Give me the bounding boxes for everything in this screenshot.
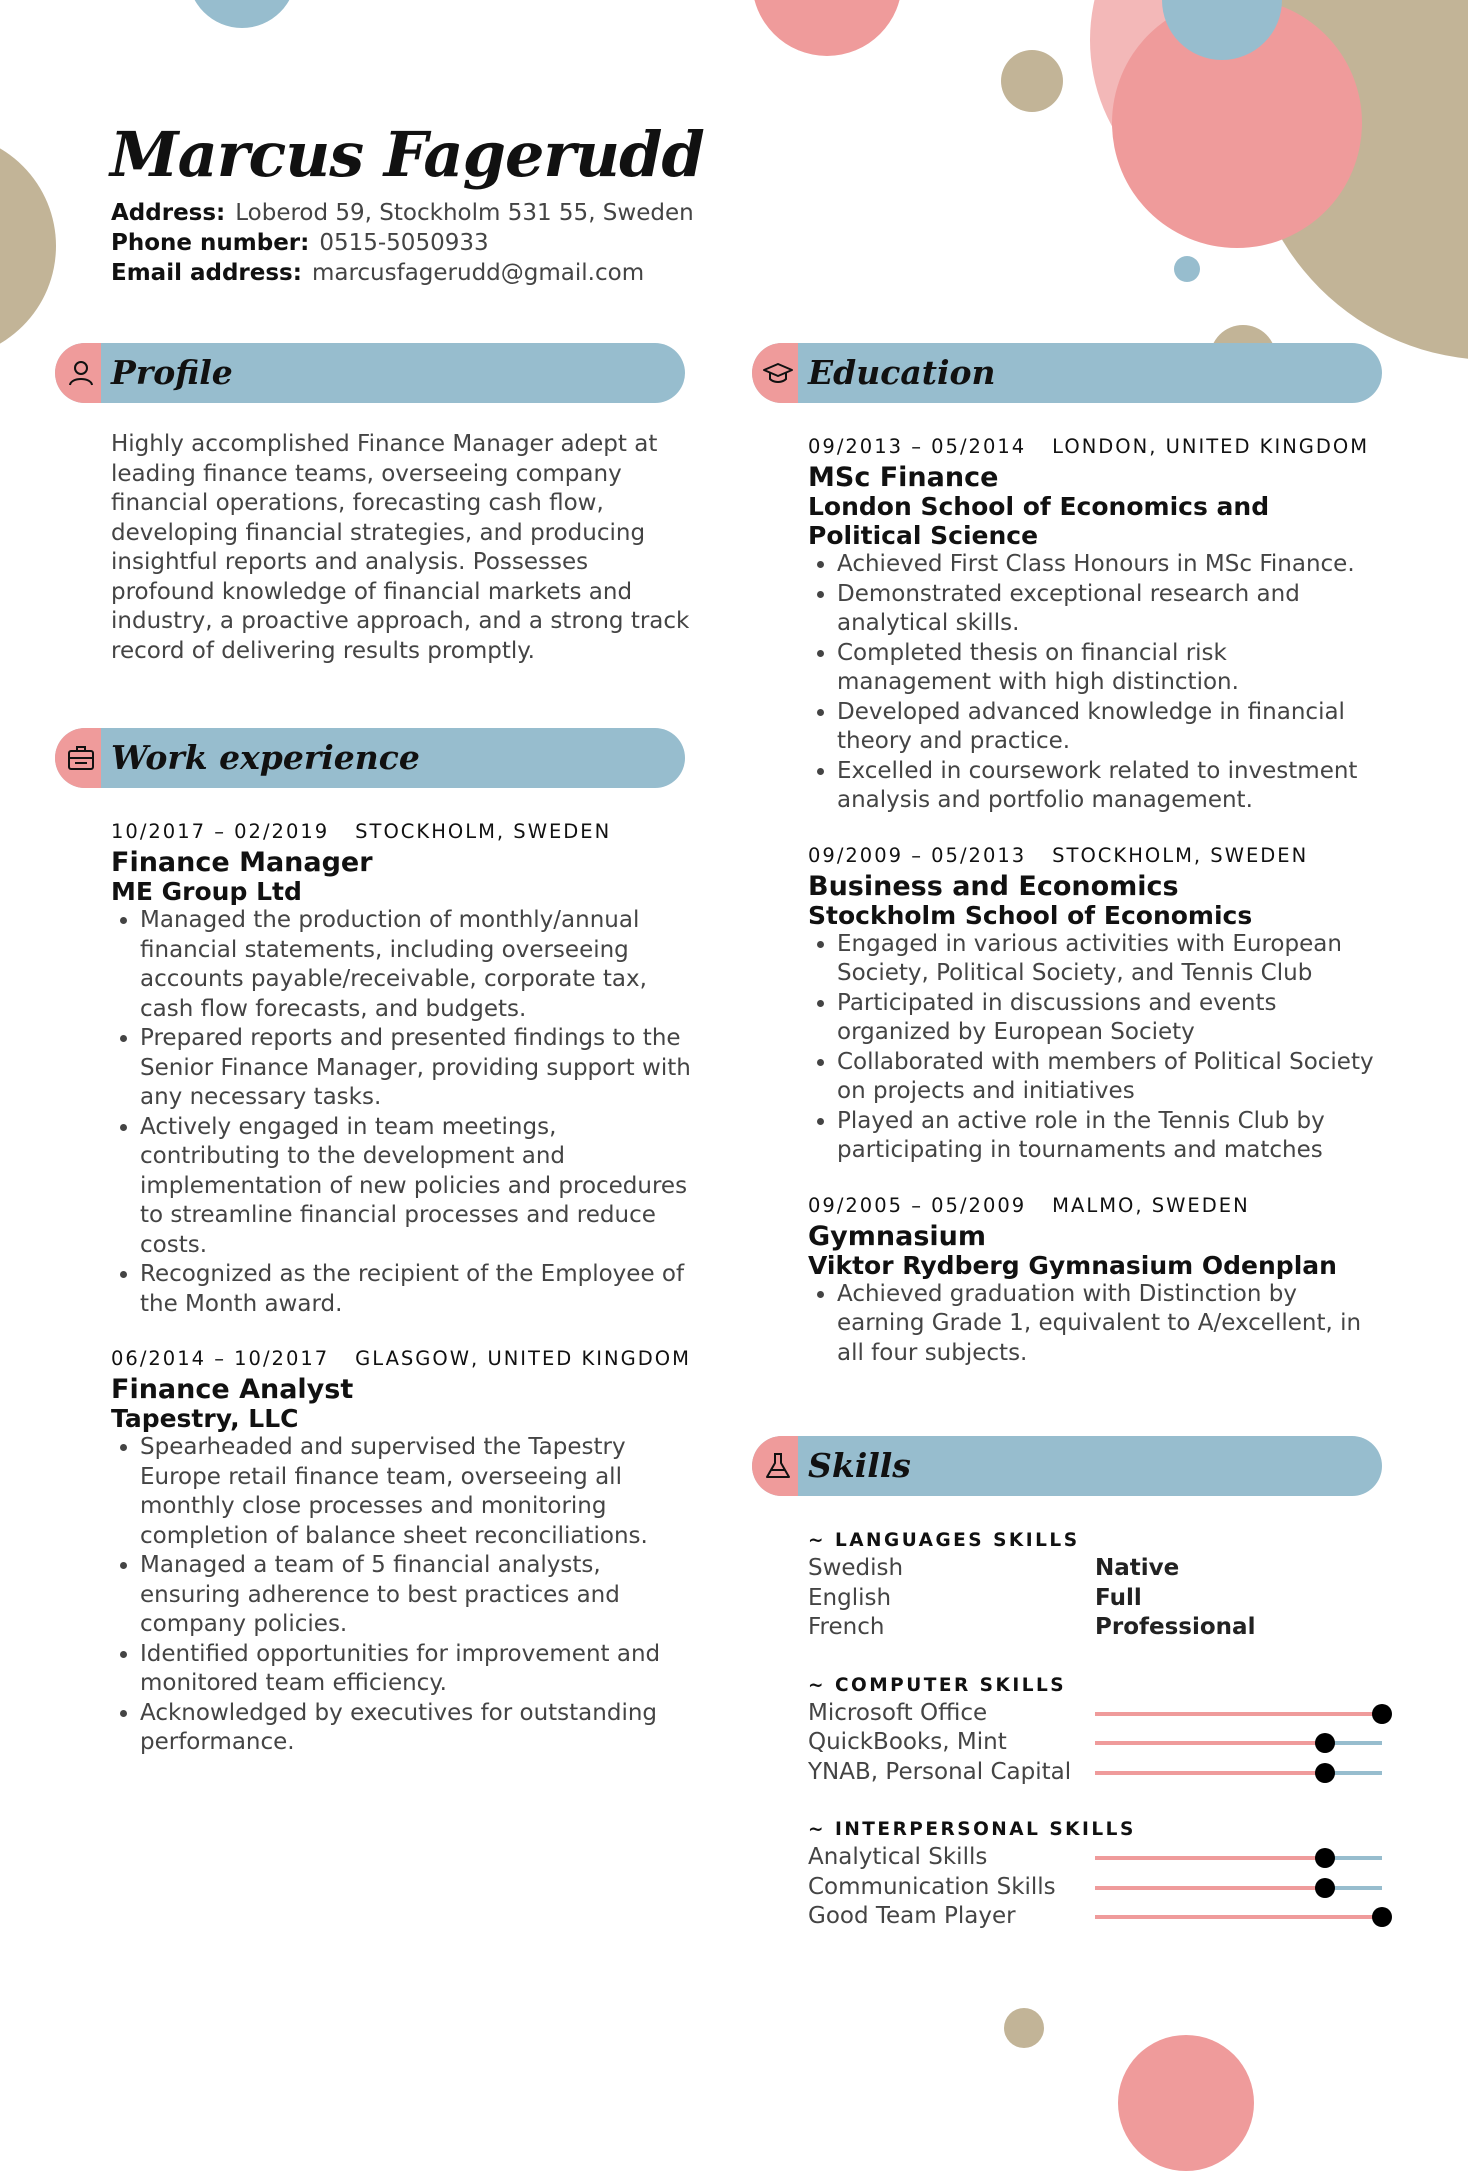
skill-level-bar <box>1095 1741 1382 1745</box>
bullet-item: • Prepared reports and presented findings to the Senior Finance Manager, providing support with any necessary tasks. <box>140 1024 691 1113</box>
entry-meta <box>111 1345 691 1373</box>
education-entry <box>808 1192 1388 1369</box>
person-icon <box>65 357 97 389</box>
entry-meta <box>808 842 1388 870</box>
email-value: marcusfagerudd@gmail.com <box>311 260 645 286</box>
computer-skill-row <box>808 1699 1388 1729</box>
skill-level-fill <box>1095 1886 1325 1890</box>
interpersonal-skill-row <box>808 1843 1388 1873</box>
bullet-list <box>808 550 1388 816</box>
skill-level-fill <box>1095 1915 1382 1919</box>
education-heading: Education <box>808 353 996 392</box>
skill-name: Analytical Skills <box>808 1844 988 1870</box>
skill-level-bar <box>1095 1856 1382 1860</box>
degree-title: Gymnasium <box>808 1220 987 1252</box>
decor-circle <box>1118 2035 1254 2171</box>
entry-location: MALMO, SWEDEN <box>1052 1193 1250 1217</box>
bullet-item: • Managed the production of monthly/annual financial statements, including overseeing accounts payable/receivable, corporate tax, cash flow forecasts, and budgets. <box>140 906 691 1024</box>
language-name: Swedish <box>808 1555 904 1581</box>
language-level: Full <box>1095 1584 1142 1611</box>
job-title: Finance Analyst <box>111 1374 354 1405</box>
decor-circle <box>0 133 56 359</box>
skill-name: Microsoft Office <box>808 1699 988 1726</box>
language-name: French <box>808 1614 885 1640</box>
interpersonal-skills-heading: ~ INTERPERSONAL SKILLS <box>808 1819 1136 1840</box>
bullet-item: • Demonstrated exceptional research and analytical skills. <box>837 580 1388 639</box>
education-list <box>808 433 1388 1394</box>
bullet-list <box>808 1280 1388 1369</box>
skill-level-marker <box>1315 1848 1335 1868</box>
entry-location: STOCKHOLM, SWEDEN <box>355 820 612 843</box>
skills-section-header <box>752 1436 1382 1496</box>
address-label: Address: <box>111 200 226 226</box>
phone-value: 0515-5050933 <box>319 230 489 256</box>
briefcase-icon <box>65 742 97 774</box>
work-section-header <box>55 728 685 788</box>
education-section-header <box>752 343 1382 403</box>
skill-level-marker <box>1372 1907 1392 1927</box>
skill-name: Good Team Player <box>808 1903 1016 1929</box>
job-title: Finance Manager <box>111 847 373 878</box>
language-row <box>808 1554 1388 1584</box>
skill-level-bar <box>1095 1915 1382 1919</box>
email-label: Email address: <box>111 260 302 286</box>
degree-title: MSc Finance <box>808 462 999 493</box>
skill-level-marker <box>1372 1704 1392 1724</box>
school-name: Viktor Rydberg Gymnasium Odenplan <box>808 1250 1337 1280</box>
skill-level-bar <box>1095 1771 1382 1775</box>
bullet-item: • Recognized as the recipient of the Employee of the Month award. <box>140 1260 691 1319</box>
bullet-item: • Achieved graduation with Distinction by earning Grade 1, equivalent to A/excellent, in all four subjects. <box>837 1280 1388 1369</box>
decor-circle <box>1001 50 1063 112</box>
entry-dates: 09/2005 – 05/2009 <box>808 1193 1027 1217</box>
school-name: Stockholm School of Economics <box>808 900 1253 930</box>
entry-dates: 09/2009 – 05/2013 <box>808 843 1027 867</box>
phone-line <box>111 228 694 258</box>
profile-heading: Profile <box>111 353 233 392</box>
entry-meta <box>111 818 691 846</box>
address-line <box>111 198 694 228</box>
school-name: London School of Economics and Political Science <box>808 492 1270 550</box>
bullet-list <box>808 930 1388 1166</box>
employer: ME Group Ltd <box>111 877 302 906</box>
skill-name: YNAB, Personal Capital <box>808 1758 1072 1785</box>
computer-skill-row <box>808 1758 1388 1788</box>
bullet-item: • Played an active role in the Tennis Club by participating in tournaments and matches <box>837 1107 1388 1166</box>
bullet-item: • Developed advanced knowledge in financial theory and practice. <box>837 698 1388 757</box>
skill-level-marker <box>1315 1733 1335 1753</box>
bullet-item: • Spearheaded and supervised the Tapestry Europe retail finance team, overseeing all monthly close processes and monitoring completion of balance sheet reconciliations. <box>140 1433 691 1551</box>
work-entry <box>111 818 691 1319</box>
languages-heading: ~ LANGUAGES SKILLS <box>808 1530 1080 1551</box>
skill-level-fill <box>1095 1712 1382 1716</box>
bullet-list <box>111 1433 691 1758</box>
skill-name: QuickBooks, Mint <box>808 1729 1007 1755</box>
bullet-item: • Actively engaged in team meetings, contributing to the development and implementation of new policies and procedures to streamline financial processes and reduce costs. <box>140 1113 691 1261</box>
graduation-cap-icon <box>762 357 794 389</box>
phone-label: Phone number: <box>111 230 310 256</box>
bullet-item: • Managed a team of 5 financial analysts, ensuring adherence to best practices and company policies. <box>140 1551 691 1640</box>
entry-location: LONDON, UNITED KINGDOM <box>1052 435 1370 458</box>
skill-level-bar <box>1095 1886 1382 1890</box>
computer-skill-row <box>808 1728 1388 1758</box>
skill-level-fill <box>1095 1856 1325 1860</box>
decor-circle <box>752 0 902 56</box>
work-heading: Work experience <box>111 738 420 777</box>
bullet-item: • Acknowledged by executives for outstanding performance. <box>140 1699 691 1758</box>
language-level: Professional <box>1095 1614 1256 1640</box>
entry-meta <box>808 433 1388 461</box>
skill-name: Communication Skills <box>808 1873 1056 1900</box>
decor-circle <box>188 0 296 28</box>
bullet-item: • Completed thesis on financial risk management with high distinction. <box>837 639 1388 698</box>
bullet-list <box>111 906 691 1319</box>
profile-section-header <box>55 343 685 403</box>
skill-level-marker <box>1315 1763 1335 1783</box>
entry-location: STOCKHOLM, SWEDEN <box>1052 843 1309 867</box>
entry-dates: 10/2017 – 02/2019 <box>111 820 330 843</box>
education-entry <box>808 433 1388 816</box>
entry-location: GLASGOW, UNITED KINGDOM <box>355 1347 691 1370</box>
skill-level-fill <box>1095 1771 1325 1775</box>
entry-dates: 09/2013 – 05/2014 <box>808 435 1027 458</box>
work-entry <box>111 1345 691 1758</box>
language-row <box>808 1584 1388 1614</box>
skills-block <box>808 1528 1388 1932</box>
computer-skills-heading: ~ COMPUTER SKILLS <box>808 1674 1067 1696</box>
bullet-item: • Participated in discussions and events organized by European Society <box>837 989 1388 1048</box>
bullet-item: • Excelled in coursework related to investment analysis and portfolio management. <box>837 757 1388 816</box>
bullet-item: • Engaged in various activities with European Society, Political Society, and Tennis Club <box>837 930 1388 989</box>
interpersonal-skill-row <box>808 1902 1388 1932</box>
skills-heading: Skills <box>808 1446 911 1485</box>
skill-level-fill <box>1095 1741 1325 1745</box>
bullet-item: • Achieved First Class Honours in MSc Finance. <box>837 550 1388 580</box>
language-name: English <box>808 1584 892 1611</box>
address-value: Loberod 59, Stockholm 531 55, Sweden <box>235 200 694 226</box>
degree-title: Business and Economics <box>808 870 1179 902</box>
contact-block <box>111 198 694 288</box>
candidate-name: Marcus Fagerudd <box>110 118 704 191</box>
email-line <box>111 258 694 288</box>
skill-level-marker <box>1315 1878 1335 1898</box>
profile-summary: Highly accomplished Finance Manager adept at leading finance teams, overseeing company financial operations, forecasting cash flow, developing financial strategies, and producing insightful reports and analysis. Possesses profound knowledge of financial markets and industry, a proactive approach, and a strong track record of delivering results promptly. <box>111 431 690 664</box>
entry-dates: 06/2014 – 10/2017 <box>111 1347 330 1370</box>
skill-level-bar <box>1095 1712 1382 1716</box>
decor-circle <box>1004 2008 1044 2048</box>
employer: Tapestry, LLC <box>111 1404 299 1433</box>
entry-meta <box>808 1192 1388 1220</box>
language-level: Native <box>1095 1555 1180 1581</box>
decor-circle <box>1174 256 1200 282</box>
education-entry <box>808 842 1388 1166</box>
flask-icon <box>762 1450 794 1482</box>
interpersonal-skill-row <box>808 1873 1388 1903</box>
bullet-item: • Collaborated with members of Political Society on projects and initiatives <box>837 1048 1388 1107</box>
language-row <box>808 1613 1388 1643</box>
work-list <box>111 818 691 1784</box>
bullet-item: • Identified opportunities for improvement and monitored team efficiency. <box>140 1640 691 1699</box>
